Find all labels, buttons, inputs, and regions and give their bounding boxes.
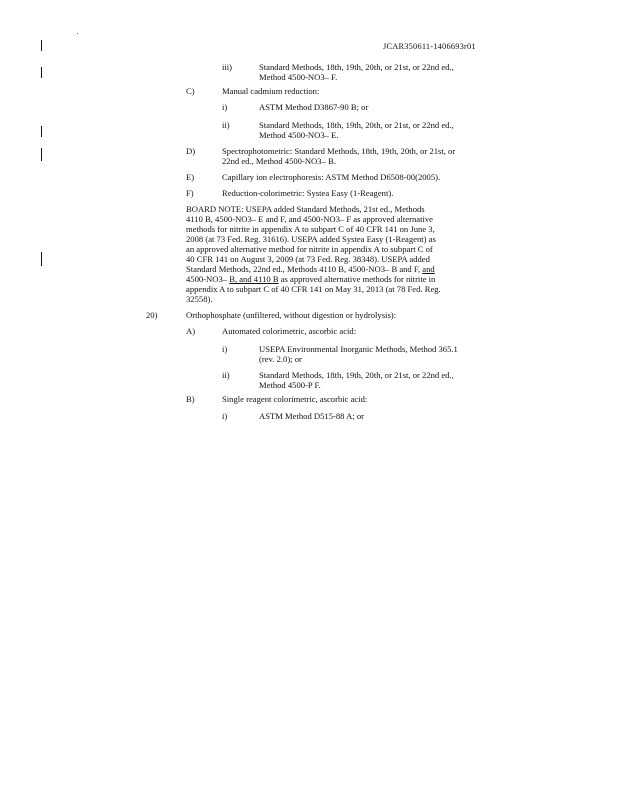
- amended-text: and: [422, 264, 435, 274]
- board-note-line: BOARD NOTE: USEPA added Standard Methods, 21st ed., Methods: [186, 204, 425, 214]
- item-text: Single reagent colorimetric, ascorbic acid:: [222, 394, 368, 404]
- board-note-line: appendix A to subpart C of 40 CFR 141 on May 31, 2013 (at 78 Fed. Reg.: [186, 284, 441, 294]
- item-label: E): [186, 172, 195, 182]
- item-text: Manual cadmium reduction:: [222, 86, 320, 96]
- change-bar: [41, 148, 42, 161]
- item-label: C): [186, 86, 195, 96]
- scan-speck: [77, 33, 78, 34]
- document-code: JCAR350611-1406693r01: [383, 42, 476, 51]
- note-text: Standard Methods, 22nd ed., Methods 4110 B, 4500-NO3– B and F,: [186, 264, 423, 274]
- item-text: Capillary ion electrophoresis: ASTM Method D6508-00(2005).: [222, 172, 441, 182]
- note-text: 4500-NO3–: [186, 274, 230, 284]
- item-text: Automated colorimetric, ascorbic acid:: [222, 326, 357, 336]
- item-label: F): [186, 188, 194, 198]
- change-bar: [41, 67, 42, 78]
- item-text: USEPA Environmental Inorganic Methods, Method 365.1: [259, 344, 458, 354]
- section-title: Orthophosphate (unfiltered, without digestion or hydrolysis):: [186, 310, 397, 320]
- item-label: A): [186, 326, 196, 336]
- note-text: as approved alternative methods for nitrite in: [278, 274, 436, 284]
- item-label: iii): [222, 62, 233, 72]
- item-text: Standard Methods, 18th, 19th, 20th, or 21st, or 22nd ed.,: [259, 62, 454, 72]
- item-text: Method 4500-NO3– F.: [259, 72, 338, 82]
- item-text: ASTM Method D515-88 A; or: [259, 411, 365, 421]
- item-text: Standard Methods, 18th, 19th, 20th, or 21st, or 22nd ed.,: [259, 370, 454, 380]
- board-note-line: 4110 B, 4500-NO3– E and F, and 4500-NO3– F as approved alternative: [186, 214, 433, 224]
- amended-text: B, and 4110 B: [229, 274, 279, 284]
- item-label: ii): [222, 120, 230, 130]
- section-number: 20): [146, 310, 158, 320]
- item-label: B): [186, 394, 195, 404]
- board-note-line: 2008 (at 73 Fed. Reg. 31616). USEPA added Systea Easy (1-Reagent) as: [186, 234, 436, 244]
- item-text: Standard Methods, 18th, 19th, 20th, or 21st, or 22nd ed.,: [259, 120, 454, 130]
- board-note-line: [186, 264, 435, 274]
- item-label: D): [186, 146, 196, 156]
- item-text: Reduction-colorimetric: Systea Easy (1-Reagent).: [222, 188, 394, 198]
- item-text: ASTM Method D3867-90 B; or: [259, 102, 369, 112]
- item-text: Method 4500-P F.: [259, 380, 321, 390]
- item-text: Spectrophotometric: Standard Methods, 18th, 19th, 20th, or 21st, or: [222, 146, 456, 156]
- change-bar: [41, 40, 42, 51]
- board-note-line: an approved alternative method for nitrite in appendix A to subpart C of: [186, 244, 433, 254]
- item-label: i): [222, 344, 228, 354]
- item-text: 22nd ed., Method 4500-NO3– B.: [222, 156, 336, 166]
- change-bar: [41, 126, 42, 137]
- board-note-line: [186, 274, 435, 284]
- board-note-line: methods for nitrite in appendix A to subpart C of 40 CFR 141 on June 3,: [186, 224, 435, 234]
- board-note-line: 32558).: [186, 294, 213, 304]
- item-text: Method 4500-NO3– E.: [259, 130, 339, 140]
- item-label: i): [222, 102, 228, 112]
- item-label: ii): [222, 370, 230, 380]
- change-bar: [41, 252, 42, 266]
- board-note-line: 40 CFR 141 on August 3, 2009 (at 73 Fed. Reg. 38348). USEPA added: [186, 254, 430, 264]
- item-text: (rev. 2.0); or: [259, 354, 302, 364]
- item-label: i): [222, 411, 228, 421]
